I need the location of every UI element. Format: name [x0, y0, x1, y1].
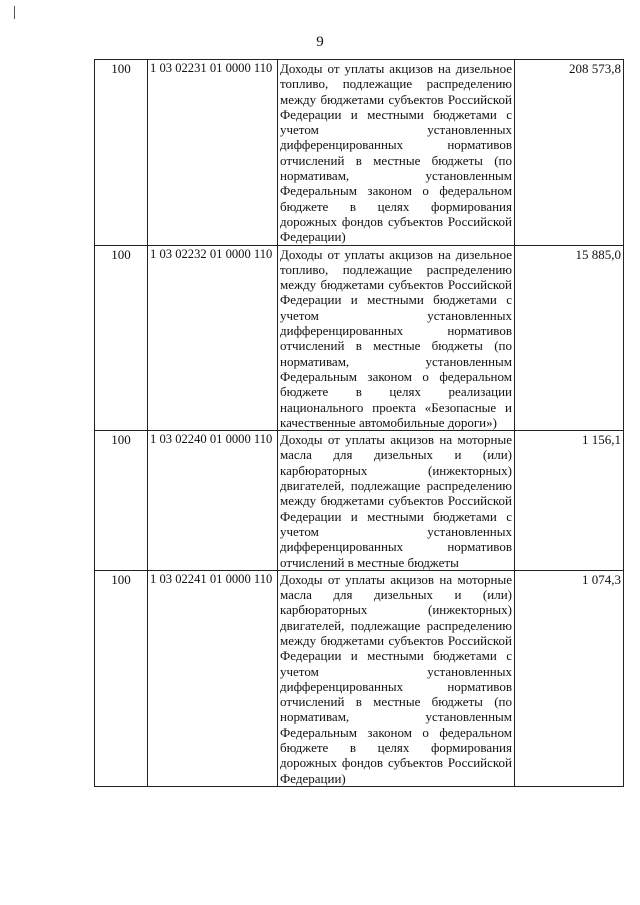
revenue-name-line: между бюджетами субъектов Российской [280, 632, 512, 648]
revenue-name-line: Доходы от уплаты акцизов на моторные [280, 571, 512, 587]
page-number: 9 [316, 34, 324, 50]
revenue-name-line: качественные автомобильные дороги») [280, 414, 497, 430]
revenue-name-cell [278, 60, 515, 246]
revenue-name-line: отчислений в местные бюджеты (по [280, 152, 512, 168]
revenue-name-line: Федеральным законом о федеральном [280, 183, 512, 199]
budget-revenue-table [94, 59, 624, 787]
revenue-name-line: дифференцированных нормативов [280, 539, 512, 555]
revenue-name-line: бюджете в целях реализации [280, 384, 512, 400]
budget-code-cell: 1 03 02232 01 0000 110 [148, 245, 278, 431]
revenue-name-line: дифференцированных нормативов [280, 137, 512, 153]
revenue-name-line: учетом установленных [280, 663, 512, 679]
revenue-name-line: Федерации и местными бюджетами с [280, 648, 512, 664]
revenue-name-line: учетом установленных [280, 523, 512, 539]
revenue-name-line: нормативам, установленным [280, 353, 512, 369]
revenue-name-line: топливо, подлежащие распределению [280, 76, 512, 92]
revenue-name-line: бюджете в целях формирования [280, 740, 512, 756]
revenue-name-line: отчислений в местные бюджеты (по [280, 338, 512, 354]
revenue-name-line: дорожных фондов субъектов Российской [280, 213, 512, 229]
amount-cell: 15 885,0 [515, 245, 624, 431]
budget-code-cell: 1 03 02240 01 0000 110 [148, 431, 278, 571]
amount-cell: 1 074,3 [515, 570, 624, 786]
revenue-name-line: карбюраторных (инжекторных) [280, 462, 512, 478]
revenue-name-line: учетом установленных [280, 122, 512, 138]
revenue-name-line: бюджете в целях формирования [280, 198, 512, 214]
revenue-name-line: Федерации и местными бюджетами с [280, 292, 512, 308]
table-row [95, 60, 624, 246]
admin-code-cell: 100 [95, 570, 148, 786]
revenue-name-line: двигателей, подлежащие распределению [280, 478, 512, 494]
budget-code-cell: 1 03 02241 01 0000 110 [148, 570, 278, 786]
revenue-name-line: Доходы от уплаты акцизов на дизельное [280, 246, 512, 262]
revenue-name-line: Федеральным законом о федеральном [280, 368, 512, 384]
table-row [95, 570, 624, 786]
revenue-name-line: Федерации) [280, 770, 346, 786]
revenue-name-line: двигателей, подлежащие распределению [280, 617, 512, 633]
revenue-name-line: национального проекта «Безопасные и [280, 399, 512, 415]
amount-cell: 208 573,8 [515, 60, 624, 246]
revenue-name-line: отчислений в местные бюджеты [280, 554, 459, 570]
revenue-name-line: масла для дизельных и (или) [280, 587, 512, 603]
revenue-name-line: Федеральным законом о федеральном [280, 724, 512, 740]
table-row [95, 245, 624, 431]
margin-mark [14, 6, 15, 19]
revenue-name-line: дифференцированных нормативов [280, 323, 512, 339]
revenue-name-line: между бюджетами субъектов Российской [280, 91, 512, 107]
admin-code-cell: 100 [95, 431, 148, 571]
admin-code-cell: 100 [95, 60, 148, 246]
revenue-name-line: масла для дизельных и (или) [280, 447, 512, 463]
revenue-name-cell [278, 245, 515, 431]
revenue-name-line: нормативам, установленным [280, 168, 512, 184]
revenue-name-line: топливо, подлежащие распределению [280, 261, 512, 277]
amount-cell: 1 156,1 [515, 431, 624, 571]
budget-code-cell: 1 03 02231 01 0000 110 [148, 60, 278, 246]
table-row [95, 431, 624, 571]
revenue-name-line: Доходы от уплаты акцизов на моторные [280, 432, 512, 448]
revenue-name-line: отчислений в местные бюджеты (по [280, 694, 512, 710]
revenue-name-line: дифференцированных нормативов [280, 678, 512, 694]
revenue-name-line: Федерации) [280, 229, 346, 245]
revenue-name-line: карбюраторных (инжекторных) [280, 602, 512, 618]
revenue-name-line: Федерации и местными бюджетами с [280, 106, 512, 122]
table-body [95, 60, 624, 787]
revenue-name-line: между бюджетами субъектов Российской [280, 493, 512, 509]
revenue-name-line: дорожных фондов субъектов Российской [280, 755, 512, 771]
revenue-name-cell [278, 570, 515, 786]
revenue-name-line: между бюджетами субъектов Российской [280, 277, 512, 293]
revenue-name-line: Федерации и местными бюджетами с [280, 508, 512, 524]
revenue-name-line: учетом установленных [280, 307, 512, 323]
revenue-name-cell [278, 431, 515, 571]
admin-code-cell: 100 [95, 245, 148, 431]
revenue-name-line: нормативам, установленным [280, 709, 512, 725]
revenue-name-line: Доходы от уплаты акцизов на дизельное [280, 61, 512, 76]
